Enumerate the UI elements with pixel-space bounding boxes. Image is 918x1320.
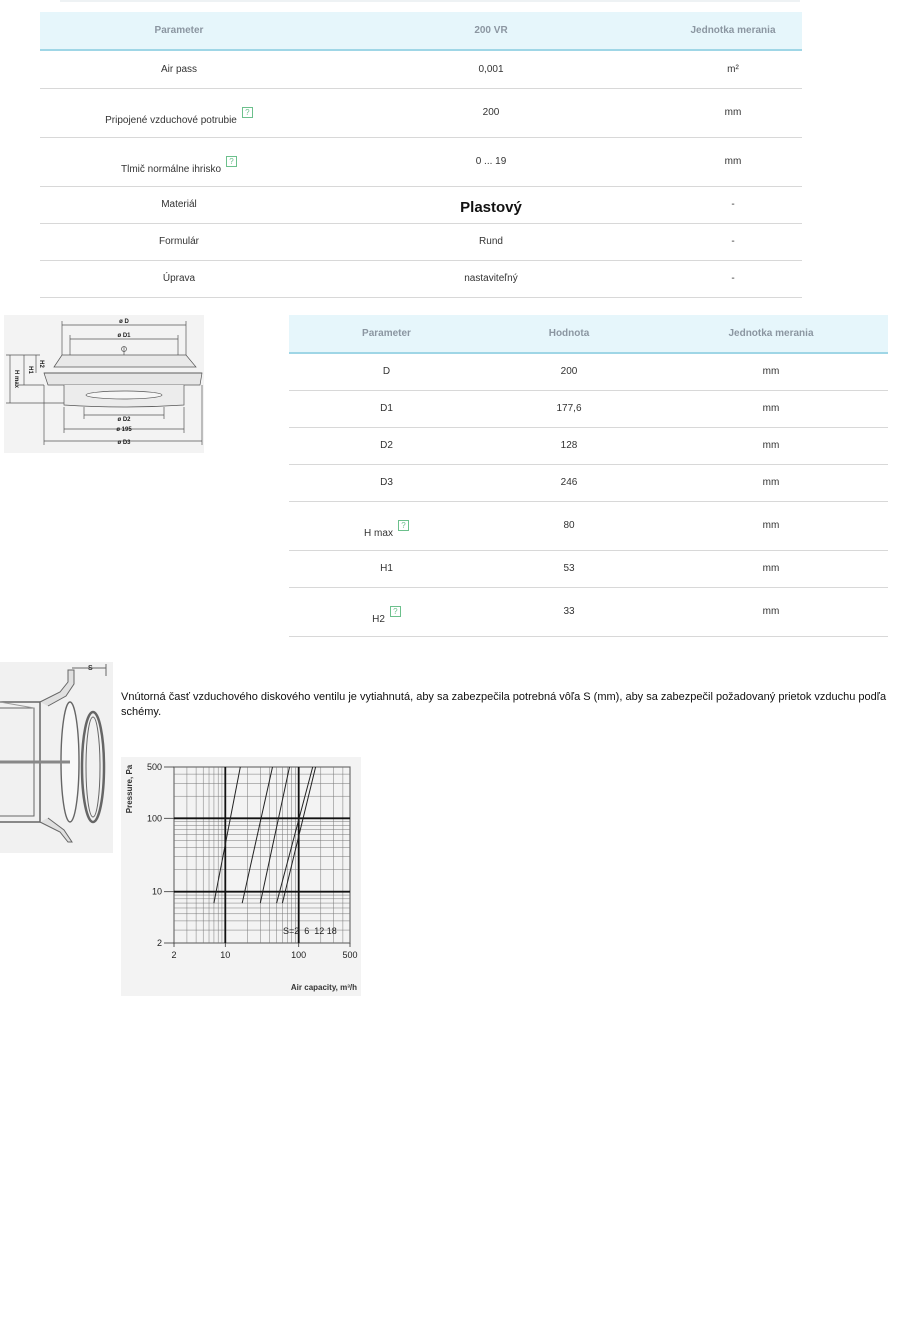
- y-tick-label: 2: [156, 938, 162, 948]
- label-hmax: H max: [13, 369, 19, 389]
- description-text: Vnútorná časť vzduchového diskového ventilu je vytiahnutá, aby sa zabezpečila potrebná vôľa S (mm), aby sa zabezpečil požadovaný prietok vzduchu podľa schémy.: [121, 691, 887, 718]
- series-line: [277, 767, 313, 903]
- dimension-drawing: [4, 315, 204, 453]
- row-param: Air pass: [40, 50, 318, 88]
- label-s: S: [88, 665, 93, 672]
- x-tick-label: 10: [220, 950, 231, 960]
- label-h2: H2: [38, 360, 44, 368]
- row-param: H1: [289, 550, 484, 587]
- header-value: Hodnota: [484, 315, 654, 353]
- label-d: ø D: [119, 319, 129, 325]
- row-param: Úprava: [40, 260, 318, 297]
- table-row: [289, 353, 888, 390]
- series-line: [242, 767, 272, 903]
- row-unit: mm: [654, 501, 888, 550]
- dimensions-table: [289, 315, 888, 637]
- x-tick-label: 2: [171, 950, 177, 960]
- chart-frame: [174, 767, 350, 943]
- row-unit: mm: [654, 550, 888, 587]
- row-param: Tlmič normálne ihrisko: [120, 163, 222, 175]
- chart-annotation: S=2 6 12 18: [283, 926, 337, 936]
- row-unit: mm: [654, 427, 888, 464]
- table-row: [40, 50, 802, 88]
- row-param-cell: [40, 88, 318, 137]
- label-d1: ø D1: [117, 333, 131, 339]
- row-param: D2: [289, 427, 484, 464]
- table-row: [289, 464, 888, 501]
- row-param: H max: [364, 527, 393, 539]
- row-unit: mm: [654, 587, 888, 636]
- row-param-cell: [40, 137, 318, 186]
- valve-section-svg: [0, 662, 113, 853]
- label-d2: ø D2: [117, 417, 131, 423]
- header-unit: Jednotka merania: [654, 315, 888, 353]
- chart-ylabel: Pressure, Pa: [125, 764, 134, 814]
- row-param: Materiál: [40, 186, 318, 223]
- row-value: 177,6: [484, 390, 654, 427]
- row-value: 80: [484, 501, 654, 550]
- row-value: 200: [484, 353, 654, 390]
- x-tick-label: 500: [342, 950, 358, 960]
- series-line: [214, 767, 240, 903]
- product-params-table: [40, 12, 802, 298]
- top-divider: [60, 0, 800, 2]
- chart-svg: [121, 757, 361, 996]
- row-param: Formulár: [40, 223, 318, 260]
- row-unit: m²: [664, 50, 802, 88]
- row-value: nastaviteľný: [318, 260, 664, 297]
- row-unit: mm: [664, 137, 802, 186]
- table-row: [40, 137, 802, 186]
- table-row: [289, 587, 888, 636]
- help-icon[interactable]: ?: [226, 156, 237, 167]
- row-value: 0,001: [318, 50, 664, 88]
- y-tick-label: 10: [151, 886, 162, 897]
- row-value: 128: [484, 427, 654, 464]
- row-value: 33: [484, 587, 654, 636]
- row-unit: mm: [654, 353, 888, 390]
- y-tick-label: 100: [146, 813, 162, 824]
- label-d195: ø 195: [116, 427, 132, 433]
- y-tick-label: 500: [146, 762, 162, 772]
- table-header-row: [289, 315, 888, 353]
- x-tick-label: 100: [291, 950, 307, 960]
- label-h1: H1: [27, 366, 33, 374]
- row-param-cell: [289, 501, 484, 550]
- table-row: [289, 390, 888, 427]
- row-unit: -: [664, 260, 802, 297]
- help-icon[interactable]: ?: [398, 520, 409, 531]
- row-param: D3: [289, 464, 484, 501]
- table-row: [40, 186, 802, 223]
- dimension-drawing-svg: [4, 315, 204, 453]
- help-icon[interactable]: ?: [242, 107, 253, 118]
- help-icon[interactable]: ?: [390, 606, 401, 617]
- header-model: 200 VR: [318, 12, 664, 50]
- row-unit: mm: [664, 88, 802, 137]
- table-row: [289, 550, 888, 587]
- header-unit: Jednotka merania: [664, 12, 802, 50]
- table-row: [289, 501, 888, 550]
- series-line: [260, 767, 289, 903]
- header-parameter: Parameter: [40, 12, 318, 50]
- table-row: [40, 223, 802, 260]
- row-unit: -: [664, 186, 802, 223]
- row-param: D: [289, 353, 484, 390]
- row-value: 200: [318, 88, 664, 137]
- row-value: 53: [484, 550, 654, 587]
- label-d3: ø D3: [117, 440, 131, 446]
- chart-xlabel: Air capacity, m³/h: [290, 983, 357, 992]
- row-param-cell: [289, 587, 484, 636]
- row-value: 246: [484, 464, 654, 501]
- table-row: [40, 88, 802, 137]
- chart-grid: [174, 767, 350, 943]
- row-param: Pripojené vzduchové potrubie: [105, 114, 237, 126]
- row-param: H2: [372, 613, 385, 625]
- row-value: Plastový: [318, 186, 664, 223]
- chart-series: [214, 767, 316, 903]
- row-value: Rund: [318, 223, 664, 260]
- row-unit: mm: [654, 464, 888, 501]
- row-param: D1: [289, 390, 484, 427]
- pressure-flow-chart: [121, 757, 361, 996]
- valve-section-drawing: [0, 662, 113, 853]
- table-row: [40, 260, 802, 297]
- row-unit: -: [664, 223, 802, 260]
- row-value: 0 ... 19: [318, 137, 664, 186]
- table-row: [289, 427, 888, 464]
- table-header-row: [40, 12, 802, 50]
- row-unit: mm: [654, 390, 888, 427]
- header-parameter: Parameter: [289, 315, 484, 353]
